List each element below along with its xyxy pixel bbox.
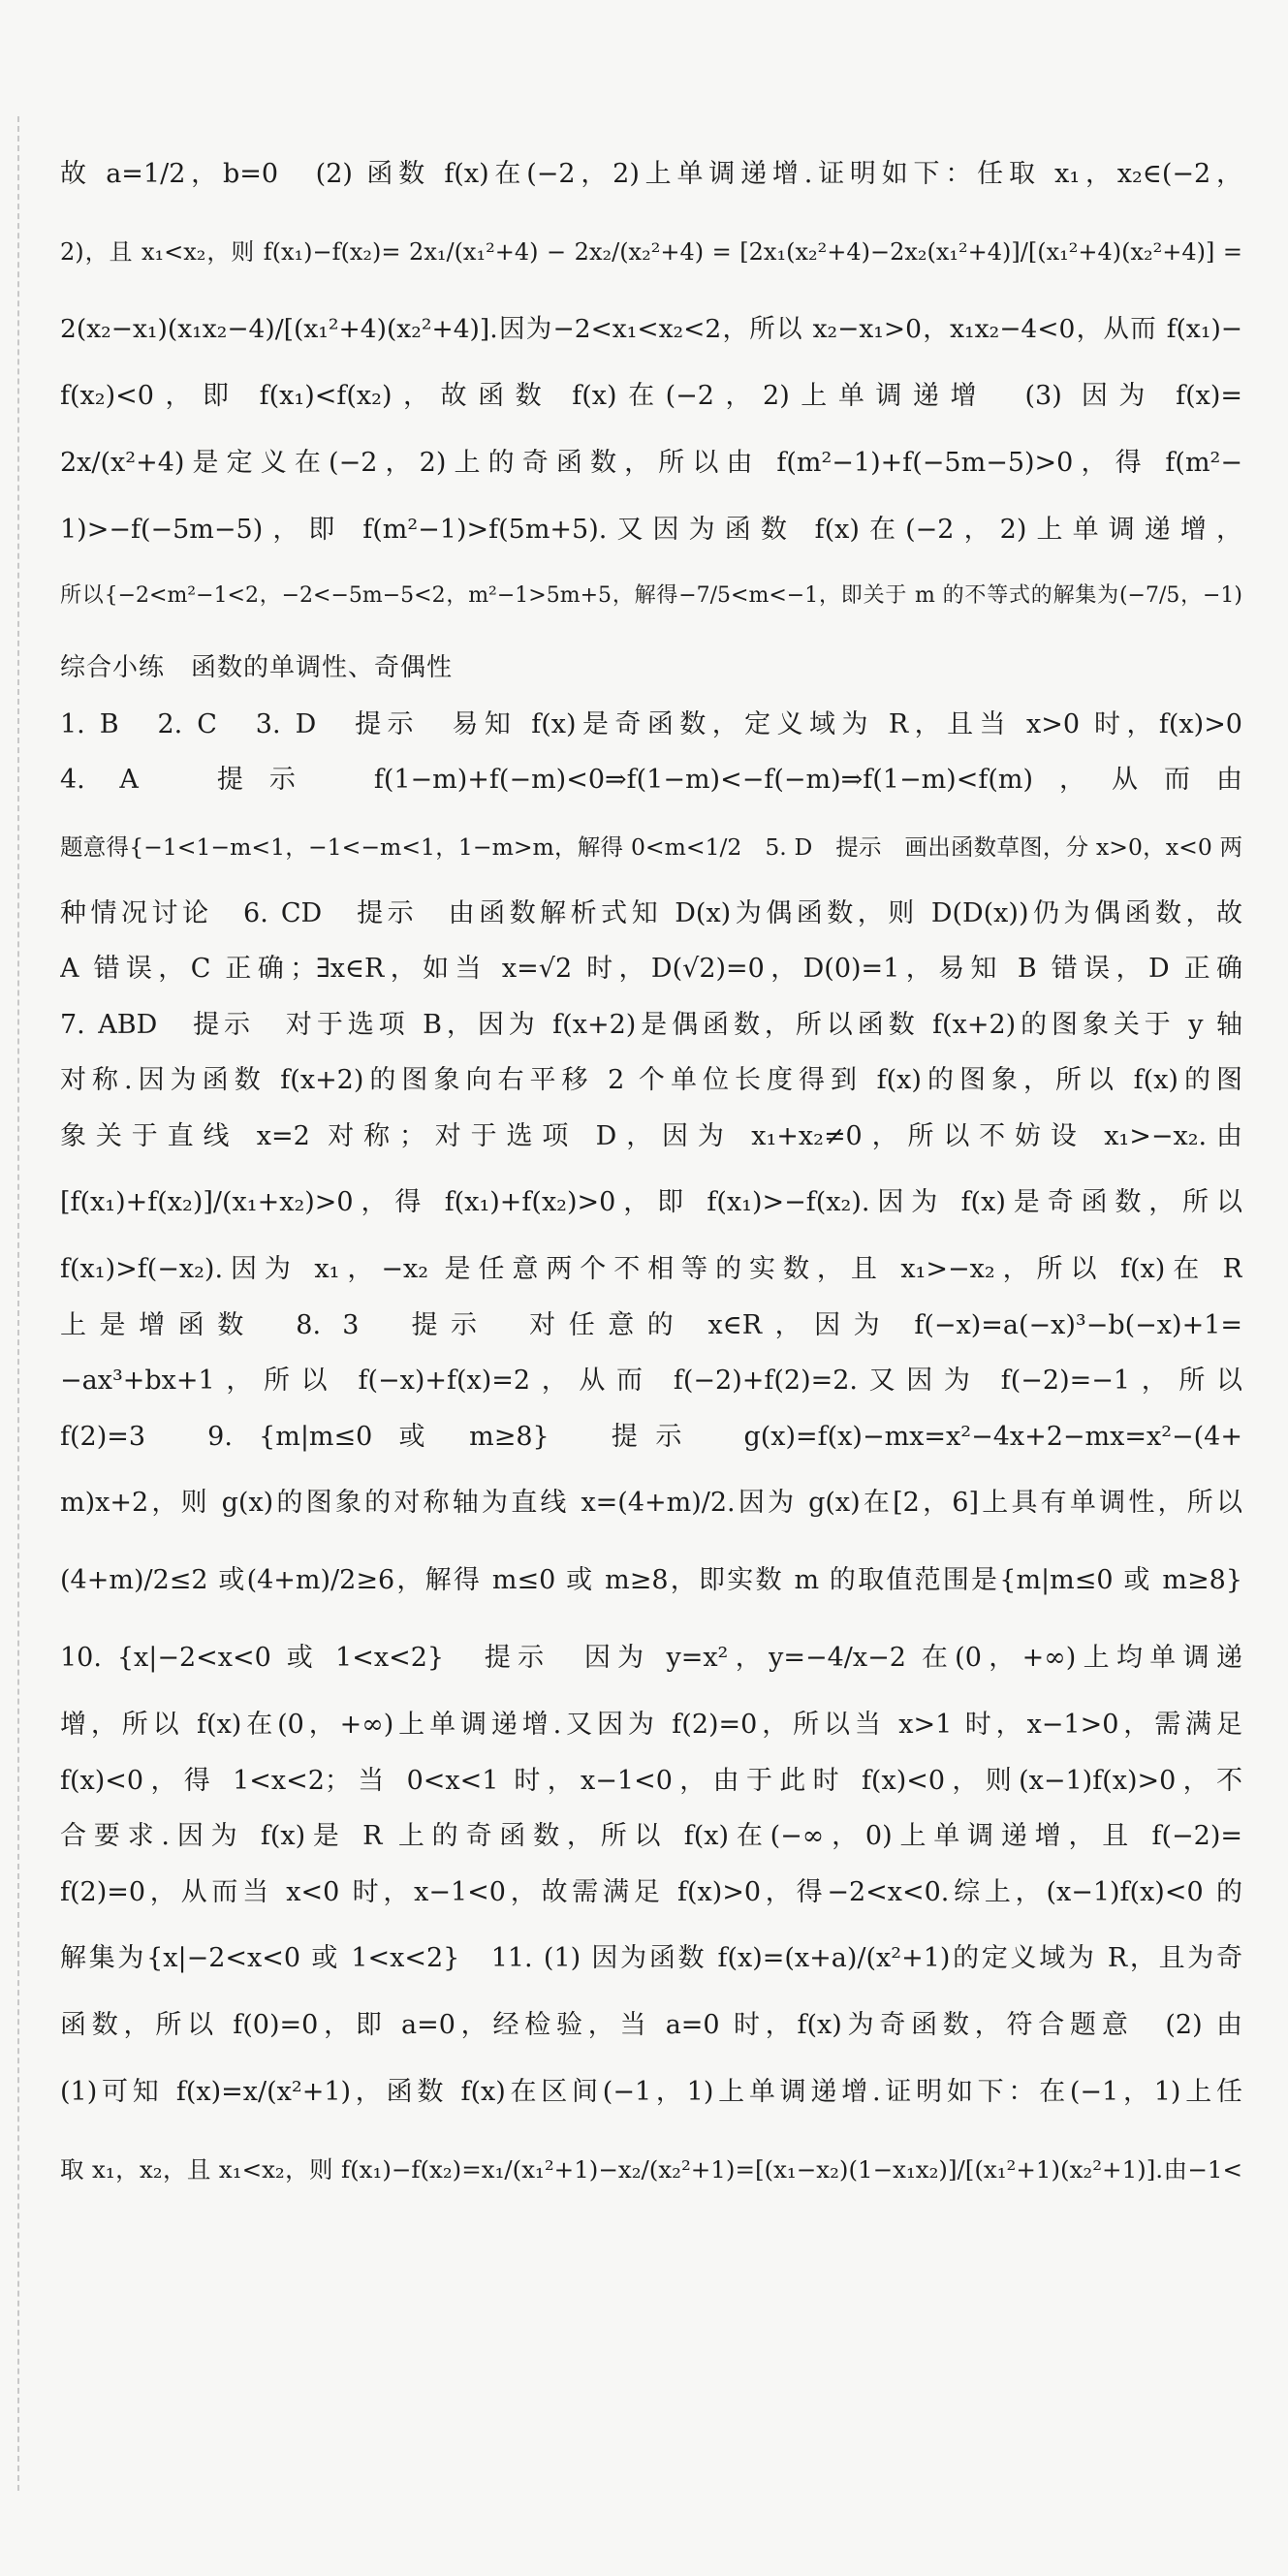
text-line: 对称.因为函数 f(x+2)的图象向右平移 2 个单位长度得到 f(x)的图象，所以 f(x)的图 <box>60 1065 1242 1095</box>
section-title: 综合小练 函数的单调性、奇偶性 <box>60 653 454 682</box>
text-line: m)x+2，则 g(x)的图象的对称轴为直线 x=(4+m)/2.因为 g(x)在[2，6]上具有单调性，所以 <box>60 1488 1242 1518</box>
text-line: 2)，且 x₁<x₂，则 f(x₁)−f(x₂)= 2x₁/(x₁²+4) − 2x₂/(x₂²+4) = [2x₁(x₂²+4)−2x₂(x₁²+4)]/[(x₁²+4)(x₂²+4)] = <box>60 238 1242 266</box>
text-line: [f(x₁)+f(x₂)]/(x₁+x₂)>0，得 f(x₁)+f(x₂)>0，即 f(x₁)>−f(x₂).因为 f(x)是奇函数，所以 <box>60 1187 1242 1217</box>
text-line: f(2)=0，从而当 x<0 时，x−1<0，故需满足 f(x)>0，得−2<x<0.综上，(x−1)f(x)<0 的 <box>60 1876 1242 1907</box>
text-line: 增，所以 f(x)在(0，+∞)上单调递增.又因为 f(2)=0，所以当 x>1 时，x−1>0，需满足 <box>60 1710 1242 1740</box>
text-line: 种情况讨论 6. CD 提示 由函数解析式知 D(x)为偶函数，则 D(D(x))仍为偶函数，故 <box>60 897 1242 928</box>
text-line: 2x/(x²+4)是定义在(−2，2)上的奇函数，所以由 f(m²−1)+f(−5m−5)>0，得 f(m²− <box>60 447 1242 478</box>
text-line: 合要求.因为 f(x)是 R 上的奇函数，所以 f(x)在(−∞，0)上单调递增，且 f(−2)= <box>60 1821 1242 1851</box>
text-line: −ax³+bx+1，所以 f(−x)+f(x)=2，从而 f(−2)+f(2)=2.又因为 f(−2)=−1，所以 <box>60 1366 1242 1396</box>
text-line: 1. B 2. C 3. D 提示 易知 f(x)是奇函数，定义域为 R，且当 x>0 时，f(x)>0 <box>60 708 1242 739</box>
text-line: f(x₁)>f(−x₂).因为 x₁，−x₂ 是任意两个不相等的实数，且 x₁>−x₂，所以 f(x)在 R <box>60 1254 1242 1284</box>
text-line: 上是增函数 8. 3 提示 对任意的 x∈R，因为 f(−x)=a(−x)³−b(−x)+1= <box>60 1309 1242 1340</box>
text-line: 解集为{x|−2<x<0 或 1<x<2} 11. (1) 因为函数 f(x)=(x+a)/(x²+1)的定义域为 R，且为奇 <box>60 1943 1242 1973</box>
text-line: 1)>−f(−5m−5)，即 f(m²−1)>f(5m+5).又因为函数 f(x)在(−2，2)上单调递增， <box>60 514 1242 545</box>
text-line: 2(x₂−x₁)(x₁x₂−4)/[(x₁²+4)(x₂²+4)].因为−2<x₁<x₂<2，所以 x₂−x₁>0，x₁x₂−4<0，从而 f(x₁)− <box>60 314 1242 344</box>
text-line: 取 x₁，x₂，且 x₁<x₂，则 f(x₁)−f(x₂)=x₁/(x₁²+1)−x₂/(x₂²+1)=[(x₁−x₂)(1−x₁x₂)]/[(x₁²+1)(x₂²+1)].由−1< <box>60 2154 1242 2183</box>
text-line: f(2)=3 9. {m|m≤0 或 m≥8} 提示 g(x)=f(x)−mx=x²−4x+2−mx=x²−(4+ <box>60 1421 1242 1452</box>
text-line: f(x₂)<0，即 f(x₁)<f(x₂)，故函数 f(x)在(−2，2)上单调递增 (3) 因为 f(x)= <box>60 381 1242 411</box>
binding-margin-divider <box>17 116 19 2491</box>
text-line: 所以{−2<m²−1<2，−2<−5m−5<2，m²−1>5m+5，解得−7/5<m<−1，即关于 m 的不等式的解集为(−7/5，−1) <box>60 583 1242 608</box>
text-line: 题意得{−1<1−m<1，−1<−m<1，1−m>m，解得 0<m<1/2 5. D 提示 画出函数草图，分 x>0，x<0 两 <box>60 832 1242 861</box>
text-line: (4+m)/2≤2 或(4+m)/2≥6，解得 m≤0 或 m≥8，即实数 m 的取值范围是{m|m≤0 或 m≥8} <box>60 1565 1242 1595</box>
text-line: f(x)<0，得 1<x<2；当 0<x<1 时，x−1<0，由于此时 f(x)<0，则(x−1)f(x)>0，不 <box>60 1765 1242 1796</box>
text-line: 故 a=1/2，b=0 (2) 函数 f(x)在(−2，2)上单调递增.证明如下：任取 x₁，x₂∈(−2， <box>60 159 1242 189</box>
text-line: 10. {x|−2<x<0 或 1<x<2} 提示 因为 y=x²，y=−4/x−2 在(0，+∞)上均单调递 <box>60 1643 1242 1673</box>
text-line: 象关于直线 x=2 对称；对于选项 D，因为 x₁+x₂≠0，所以不妨设 x₁>−x₂.由 <box>60 1120 1242 1151</box>
text-line: 函数，所以 f(0)=0，即 a=0，经检验，当 a=0 时，f(x)为奇函数，符合题意 (2) 由 <box>60 2010 1242 2040</box>
text-line: (1)可知 f(x)=x/(x²+1)，函数 f(x)在区间(−1，1)上单调递增.证明如下：在(−1，1)上任 <box>60 2076 1242 2107</box>
text-line: 7. ABD 提示 对于选项 B，因为 f(x+2)是偶函数，所以函数 f(x+2)的图象关于 y 轴 <box>60 1009 1242 1040</box>
text-line: A 错误，C 正确；∃x∈R，如当 x=√2 时，D(√2)=0，D(0)=1，易知 B 错误，D 正确 <box>60 954 1242 984</box>
answer-text-block <box>60 136 1242 2209</box>
text-line: 4. A 提示 f(1−m)+f(−m)<0⇒f(1−m)<−f(−m)⇒f(1−m)<f(m)，从而由 <box>60 765 1242 795</box>
